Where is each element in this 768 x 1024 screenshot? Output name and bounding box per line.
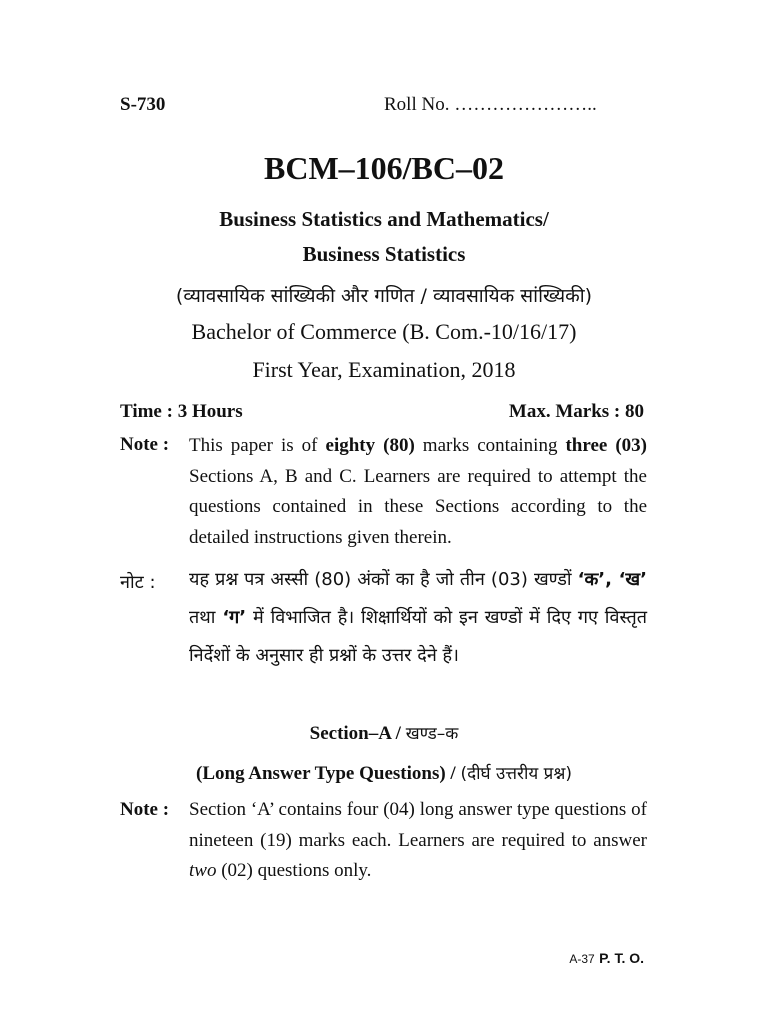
section-a-title-english: Section–A /	[309, 723, 406, 744]
section-note-part: (02) questions only.	[216, 860, 372, 881]
section-note-part: Section ‘A’ contains four (04) long answer type questions of nineteen (19) marks each. Learners are required to answer	[189, 799, 647, 851]
course-name-line1: Business Statistics and Mathematics/	[219, 207, 549, 231]
page-footer	[569, 950, 644, 968]
note-hindi-part: यह प्रश्न पत्र अस्सी (80) अंकों का है जो तीन (03) खण्डों	[189, 569, 578, 590]
note-text-part: Sections A, B and C. Learners are required to attempt the questions contained in these Sections according to the detailed instructions given therein.	[189, 465, 647, 548]
section-note-label: Note :	[120, 799, 170, 820]
note-label: Note :	[120, 434, 170, 455]
max-marks: Max. Marks : 80	[508, 401, 644, 422]
programme-name: Bachelor of Commerce (B. Com.-10/16/17)	[191, 319, 577, 344]
course-code: BCM–106/BC–02	[264, 150, 504, 186]
footer-pto: P. T. O.	[599, 950, 644, 966]
roll-number: Roll No. …………………..	[384, 94, 597, 115]
section-note-text	[189, 795, 647, 887]
section-a-title-hindi: खण्ड–क	[405, 724, 459, 744]
note-hindi-text	[189, 561, 647, 675]
note-hindi-emphasis: ‘ग’	[222, 607, 247, 628]
time-allowed: Time : 3 Hours	[120, 401, 243, 422]
section-note-emphasis: two	[189, 860, 217, 881]
section-a-subtitle-english: (Long Answer Type Questions) /	[196, 763, 461, 784]
section-a-title	[0, 721, 768, 745]
note-text-part: marks containing	[414, 435, 566, 456]
section-a-subtitle-hindi: (दीर्घ उत्तरीय प्रश्न)	[460, 764, 572, 784]
course-name-hindi: (व्यावसायिक सांख्यिकी और गणित / व्यावसायिक सांख्यिकी)	[175, 285, 593, 307]
note-hindi-part: में विभाजित है। शिक्षार्थियों को इन खण्डों में दिए गए विस्तृत निर्देशों के अनुसार ही प्रश्नों के उत्तर देने हैं।	[189, 607, 647, 666]
note-label-hindi: नोट :	[120, 572, 156, 593]
paper-code: S-730	[120, 94, 166, 115]
note-hindi-emphasis: ‘क’, ‘ख’	[577, 569, 647, 590]
note-hindi-part: तथा	[189, 607, 223, 628]
section-a-subtitle	[0, 761, 768, 785]
note-text-part: This paper is of	[189, 435, 326, 456]
course-name-line2: Business Statistics	[302, 242, 466, 266]
footer-page-code: A-37	[569, 952, 595, 966]
note-marks-emphasis: eighty (80)	[325, 435, 415, 456]
note-sections-emphasis: three (03)	[565, 435, 647, 456]
note-english-text	[189, 431, 647, 553]
exam-name: First Year, Examination, 2018	[252, 357, 516, 382]
